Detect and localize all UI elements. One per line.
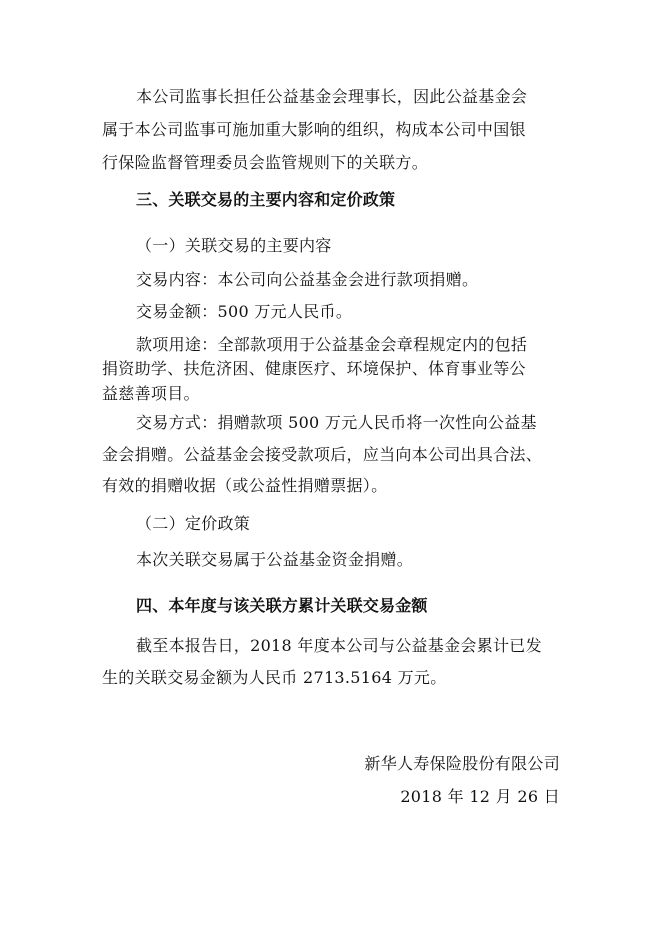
signature-date: 2018 年 12 月 26 日	[400, 787, 560, 806]
sub1-amount-line: 交易金额：500 万元人民币。	[136, 302, 353, 321]
sub1-purpose-line-1: 款项用途：全部款项用于公益基金会章程规定内的包括	[136, 335, 528, 354]
sub1-purpose-line-2: 捐资助学、扶危济困、健康医疗、环境保护、体育事业等公	[102, 359, 526, 378]
signature-company: 新华人寿保险股份有限公司	[364, 754, 560, 773]
section3-heading: 三、关联交易的主要内容和定价政策	[136, 190, 396, 209]
section4-line-2: 生的关联交易金额为人民币 2713.5164 万元。	[102, 668, 447, 687]
intro-line-2: 属于本公司监事可施加重大影响的组织，构成本公司中国银	[102, 120, 526, 139]
sub1-title: （一）关联交易的主要内容	[136, 236, 332, 255]
section4-heading: 四、本年度与该关联方累计关联交易金额	[136, 596, 428, 615]
sub2-title: （二）定价政策	[136, 514, 251, 533]
section4-line-1: 截至本报告日，2018 年度本公司与公益基金会累计已发	[136, 636, 542, 655]
intro-line-3: 行保险监督管理委员会监管规则下的关联方。	[102, 153, 429, 172]
sub1-method-line-1: 交易方式：捐赠款项 500 万元人民币将一次性向公益基	[136, 413, 537, 432]
sub1-content-line: 交易内容：本公司向公益基金会进行款项捐赠。	[136, 270, 479, 289]
sub1-method-line-3: 有效的捐赠收据（或公益性捐赠票据）。	[102, 476, 388, 495]
sub2-content-line: 本次关联交易属于公益基金资金捐赠。	[136, 550, 414, 569]
intro-line-1: 本公司监事长担任公益基金会理事长，因此公益基金会	[136, 87, 528, 106]
sub1-purpose-line-3: 益慈善项目。	[102, 384, 200, 403]
sub1-method-line-2: 金会捐赠。公益基金会接受款项后，应当向本公司出具合法、	[102, 445, 543, 464]
